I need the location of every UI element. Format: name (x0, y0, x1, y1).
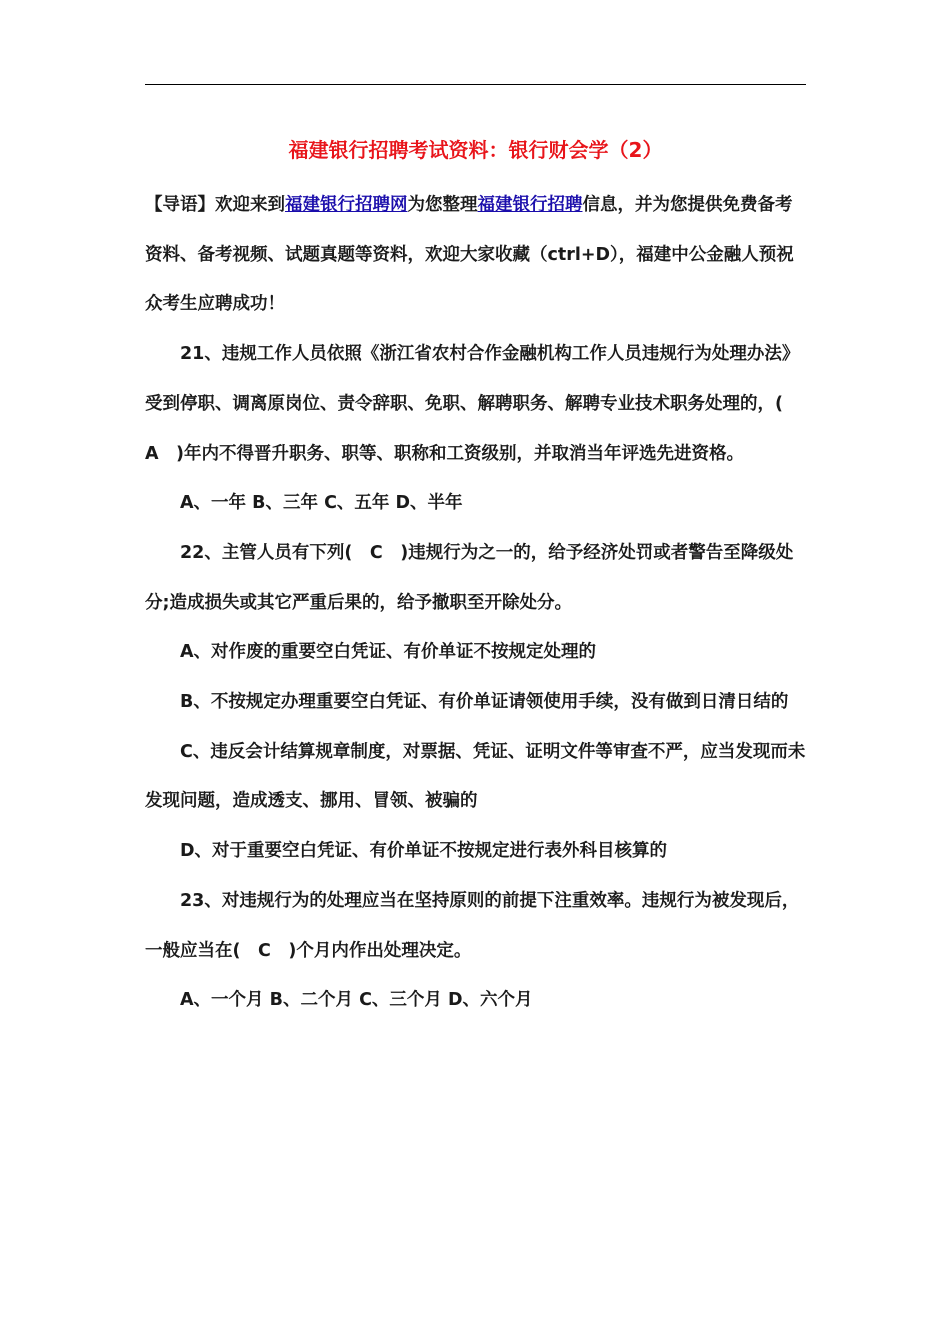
question-21-options: A、一年 B、三年 C、五年 D、半年 (180, 493, 463, 514)
intro-link-recruit-info[interactable]: 福建银行招聘 (477, 195, 583, 215)
intro-link-recruit-site[interactable]: 福建银行招聘网 (285, 195, 408, 215)
header-rule (145, 84, 806, 85)
question-22: 22、主管人员有下列( C )违规行为之一的，给予经济处罚或者警告至降级处分;造成损失或其它严重后果的，给予撤职至开除处分。 (145, 542, 794, 613)
question-22-option-b: B、不按规定办理重要空白凭证、有价单证请领使用手续，没有做到日清日结的 (180, 692, 789, 713)
question-22-option-a: A、对作废的重要空白凭证、有价单证不按规定处理的 (180, 642, 597, 663)
intro-suffix: 信息，并为您提供免费备考资料、备考视频、试题真题等资料，欢迎大家收藏（ctrl+D），福建中公金融人预祝众考生应聘成功！ (145, 195, 794, 315)
question-23-options: A、一个月 B、二个月 C、三个月 D、六个月 (180, 990, 533, 1011)
intro-prefix: 【导语】欢迎来到 (145, 195, 285, 215)
document-body (145, 181, 806, 1026)
question-23: 23、对违规行为的处理应当在坚持原则的前提下注重效率。违规行为被发现后，一般应当在( C )个月内作出处理决定。 (145, 890, 800, 961)
question-22-option-c: C、违反会计结算规章制度，对票据、凭证、证明文件等审查不严，应当发现而未发现问题，造成透支、挪用、冒领、被骗的 (145, 741, 806, 812)
document-title: 福建银行招聘考试资料：银行财会学（2） (288, 138, 663, 162)
question-22-option-d: D、对于重要空白凭证、有价单证不按规定进行表外科目核算的 (180, 841, 668, 862)
question-21: 21、违规工作人员依照《浙江省农村合作金融机构工作人员违规行为处理办法》受到停职、调离原岗位、责令辞职、免职、解聘职务、解聘专业技术职务处理的，( A )年内不得晋升职务、职等、职称和工资级别，并取消当年评选先进资格。 (145, 344, 801, 464)
intro-middle: 为您整理 (407, 195, 478, 215)
intro-paragraph (145, 181, 806, 330)
